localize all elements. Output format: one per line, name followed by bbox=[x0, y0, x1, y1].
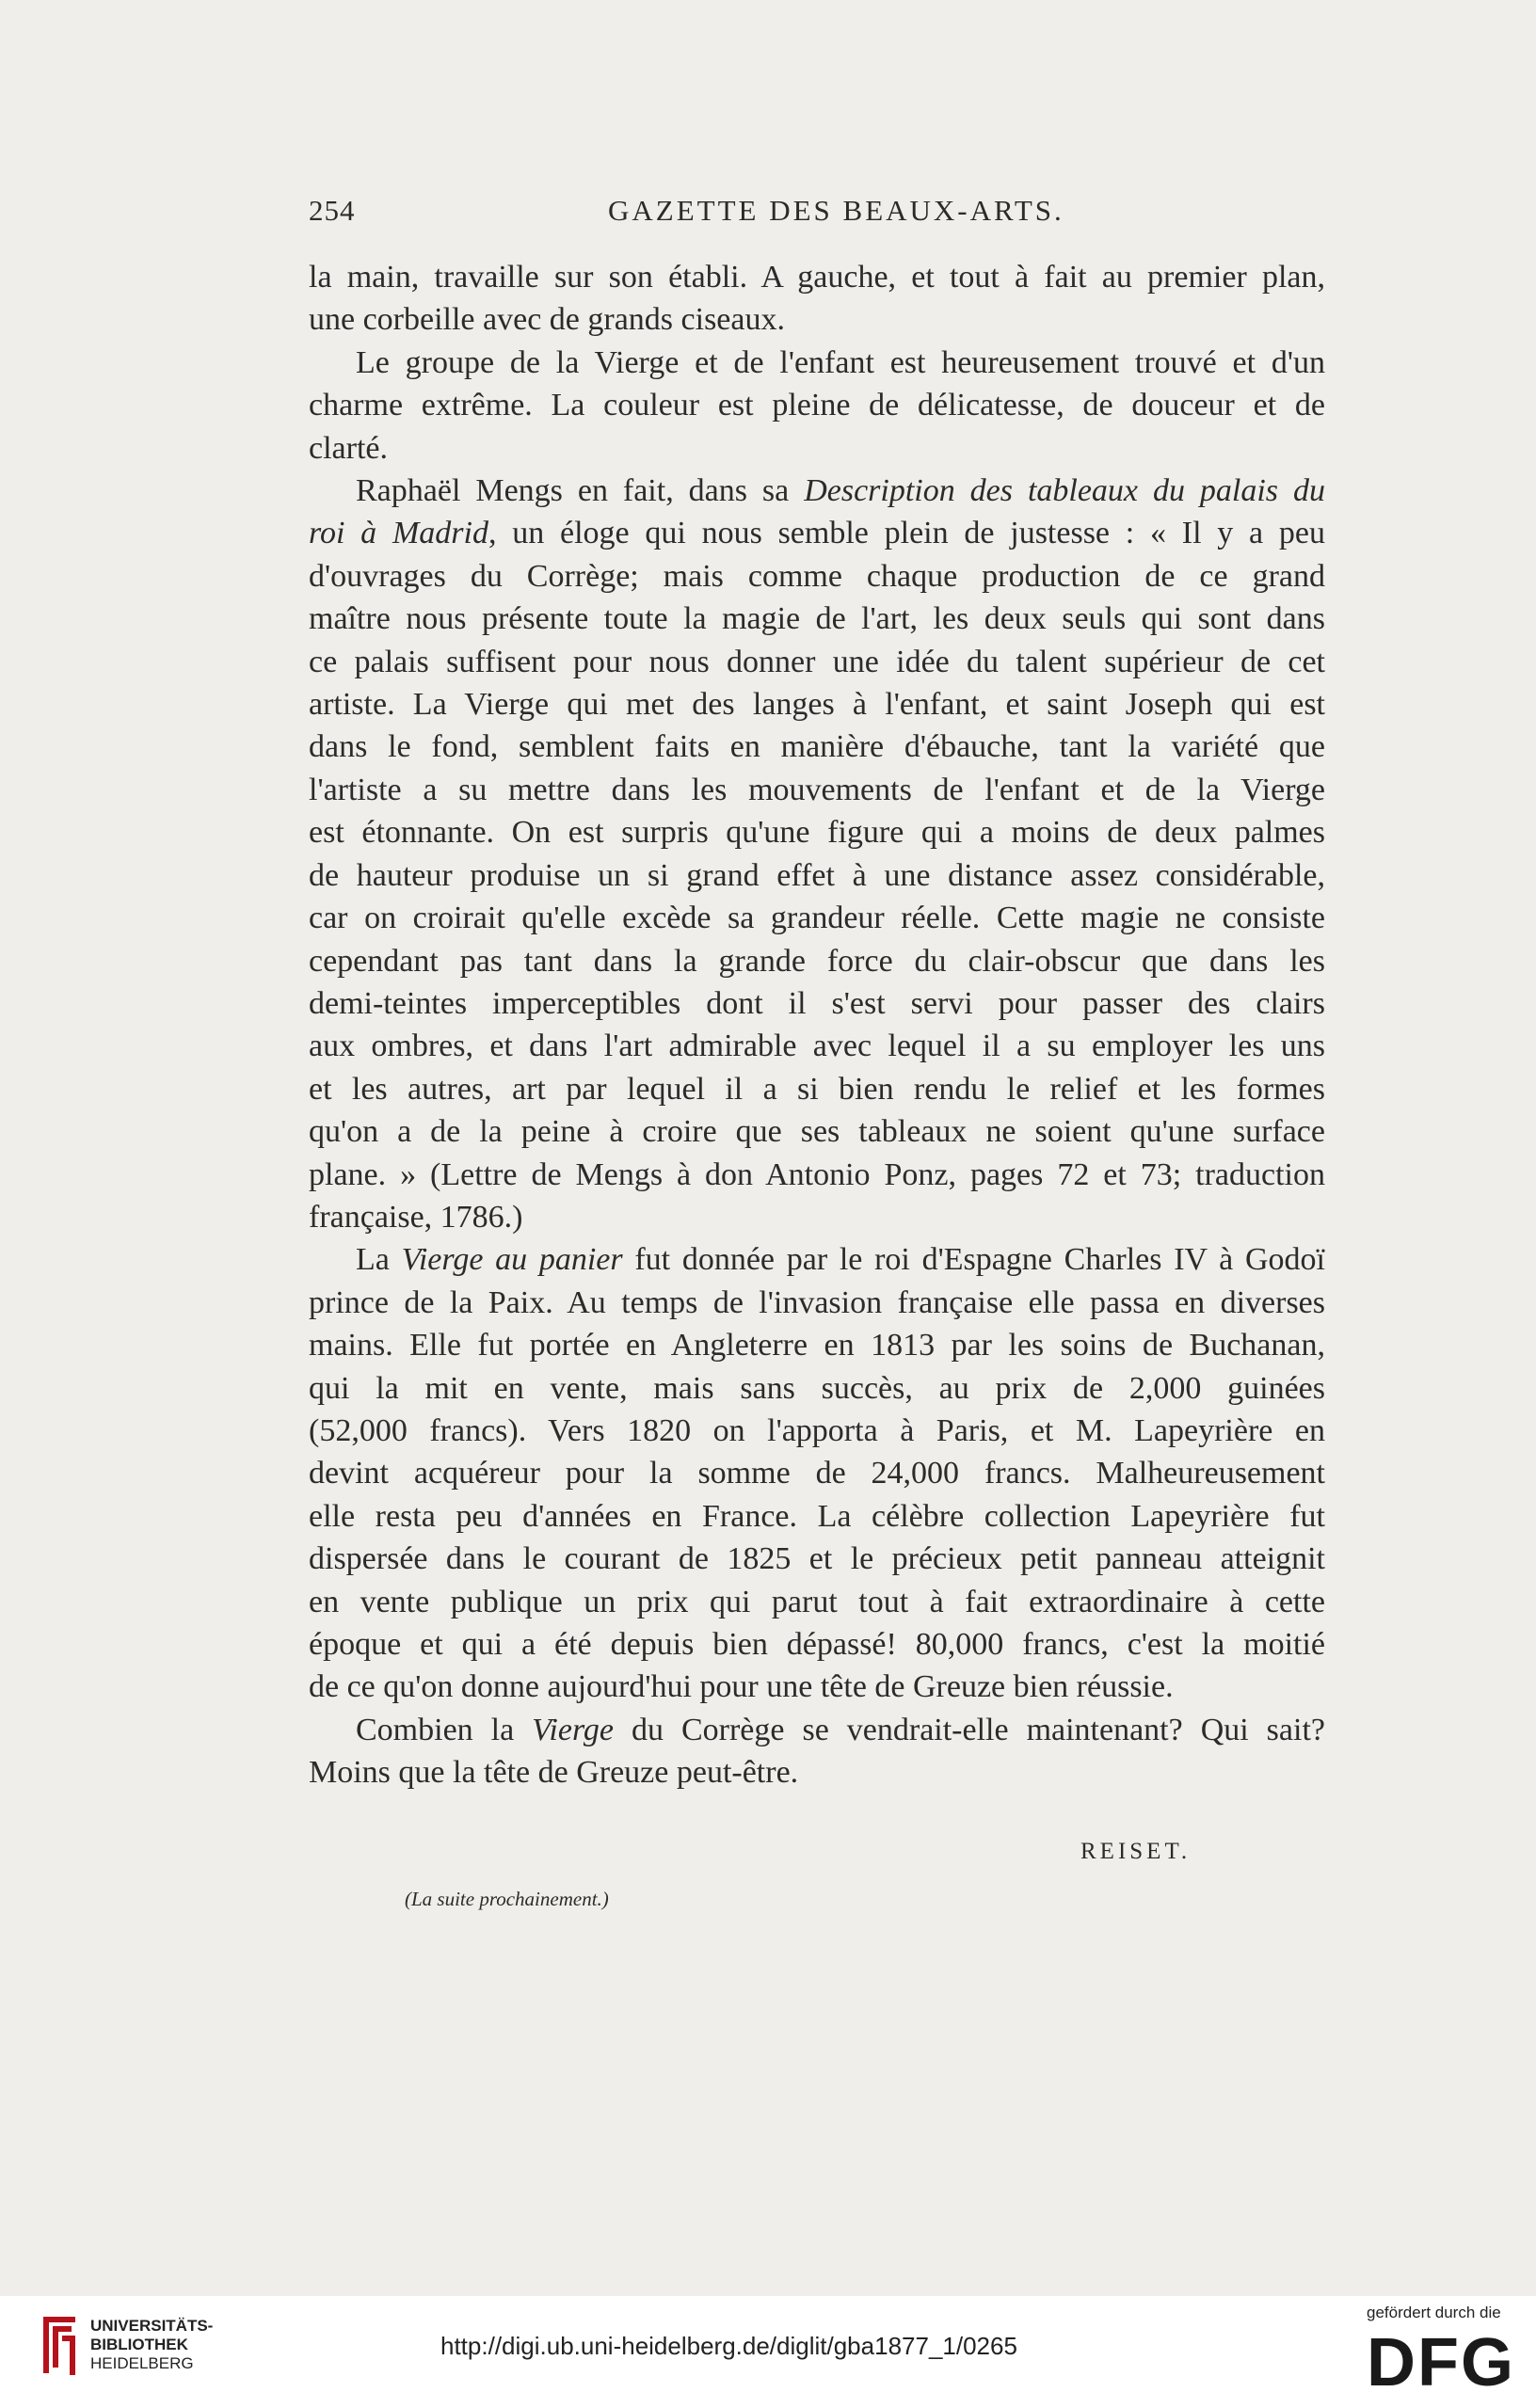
text-line: est étonnante. On est surpris qu'une figure qui a moins de deux palmes bbox=[309, 815, 1325, 851]
funding-caption: gefördert durch die bbox=[1367, 2304, 1501, 2321]
text-line bbox=[309, 512, 1325, 554]
text-line: qui la mit en vente, mais sans succès, au prix de 2,000 guinées bbox=[309, 1370, 1325, 1406]
paragraph bbox=[309, 342, 1325, 470]
institution-line: BIBLIOTHEK bbox=[90, 2336, 188, 2353]
text-line: de hauteur produise un si grand effet à une distance assez considérable, bbox=[309, 857, 1325, 893]
text-line: car on croirait qu'elle excède sa grandeur réelle. Cette magie ne consiste bbox=[309, 901, 1325, 936]
text-line: dans le fond, semblent faits en manière d'ébauche, tant la variété que bbox=[309, 729, 1325, 765]
text-run: du Corrège se vendrait-elle maintenant? Qui sait? bbox=[614, 1712, 1325, 1747]
paragraph bbox=[309, 1238, 1325, 1708]
text-line: une corbeille avec de grands ciseaux. bbox=[309, 302, 785, 338]
text-line: ce palais suffisent pour nous donner une idée du talent supérieur de cet bbox=[309, 644, 1325, 679]
text-line: maître nous présente toute la magie de l'art, les deux seuls qui sont dans bbox=[309, 601, 1325, 637]
text-line: l'artiste a su mettre dans les mouvements de l'enfant et de la Vierge bbox=[309, 772, 1325, 807]
running-head bbox=[309, 194, 1325, 235]
text-line bbox=[309, 1709, 1325, 1751]
text-line: Le groupe de la Vierge et de l'enfant est heureusement trouvé et d'un bbox=[356, 344, 1325, 380]
book-title: Description des tableaux du palais du bbox=[804, 473, 1325, 509]
text-line: elle resta peu d'années en France. La célèbre collection Lapeyrière fut bbox=[309, 1498, 1325, 1534]
text-line: et les autres, art par lequel il a si bien rendu le relief et les formes bbox=[309, 1071, 1325, 1107]
permalink-url[interactable]: http://digi.ub.uni-heidelberg.de/diglit/gba1877_1/0265 bbox=[440, 2332, 1017, 2360]
text-run: La bbox=[356, 1242, 402, 1278]
text-line: de ce qu'on donne aujourd'hui pour une tête de Greuze bien réussie. bbox=[309, 1669, 1174, 1705]
author-signature: REISET. bbox=[1080, 1839, 1192, 1864]
text-line: clarté. bbox=[309, 430, 388, 466]
text-run: Raphaël Mengs en fait, dans sa bbox=[356, 473, 805, 509]
text-line: mains. Elle fut portée en Angleterre en 1813 par les soins de Buchanan, bbox=[309, 1328, 1325, 1363]
text-line: cependant pas tant dans la grande force du clair-obscur que dans les bbox=[309, 943, 1325, 979]
text-line: dispersée dans le courant de 1825 et le précieux petit panneau atteignit bbox=[309, 1541, 1325, 1577]
article-body bbox=[309, 256, 1325, 1794]
journal-title: GAZETTE DES BEAUX-ARTS. bbox=[608, 194, 1064, 227]
paragraph bbox=[309, 1709, 1325, 1794]
page-number: 254 bbox=[309, 194, 356, 227]
paragraph bbox=[309, 256, 1325, 342]
text-run: fut donnée par le roi d'Espagne Charles IV à Godoï bbox=[622, 1242, 1325, 1278]
text-line bbox=[309, 1238, 1325, 1281]
text-line: aux ombres, et dans l'art admirable avec lequel il a su employer les uns bbox=[309, 1029, 1325, 1064]
text-line: (52,000 francs). Vers 1820 on l'apporta à Paris, et M. Lapeyrière en bbox=[309, 1412, 1325, 1448]
text-line: en vente publique un prix qui parut tout à fait extraordinaire à cette bbox=[309, 1584, 1325, 1619]
continuation-note: (La suite prochainement.) bbox=[405, 1888, 609, 1910]
text-line: la main, travaille sur son établi. A gauche, et tout à fait au premier plan, bbox=[309, 260, 1325, 295]
text-line: plane. » (Lettre de Mengs à don Antonio Ponz, pages 72 et 73; traduction bbox=[309, 1156, 1325, 1192]
painting-title: Vierge au panier bbox=[401, 1242, 623, 1278]
dfg-logo: DFG bbox=[1367, 2325, 1515, 2400]
text-line: prince de la Paix. Au temps de l'invasion française elle passa en diverses bbox=[309, 1284, 1325, 1320]
institution-line: UNIVERSITÄTS- bbox=[90, 2317, 214, 2335]
text-run: Combien la bbox=[356, 1712, 533, 1747]
text-line: française, 1786.) bbox=[309, 1199, 523, 1235]
text-line: Moins que la tête de Greuze peut-être. bbox=[309, 1755, 799, 1791]
book-title-cont: roi à Madrid bbox=[309, 516, 488, 551]
text-line: qu'on a de la peine à croire que ses tableaux ne soient qu'une surface bbox=[309, 1114, 1325, 1150]
text-line bbox=[309, 470, 1325, 512]
text-line: charme extrême. La couleur est pleine de délicatesse, de douceur et de bbox=[309, 388, 1325, 423]
paragraph bbox=[309, 470, 1325, 1238]
text-line: demi-teintes imperceptibles dont il s'est servi pour passer des clairs bbox=[309, 985, 1325, 1021]
text-line: d'ouvrages du Corrège; mais comme chaque production de ce grand bbox=[309, 558, 1325, 594]
painting-title: Vierge bbox=[532, 1712, 615, 1747]
text-line: époque et qui a été depuis bien dépassé! 80,000 francs, c'est la moitié bbox=[309, 1627, 1325, 1662]
text-line: devint acquéreur pour la somme de 24,000 francs. Malheureusement bbox=[309, 1456, 1325, 1491]
institution-line: HEIDELBERG bbox=[90, 2354, 194, 2372]
university-library-logo-icon bbox=[38, 2313, 81, 2379]
text-line: artiste. La Vierge qui met des langes à l'enfant, et saint Joseph qui est bbox=[309, 687, 1325, 723]
institution-name bbox=[90, 2317, 213, 2373]
text-run: , un éloge qui nous semble plein de justesse : « Il y a peu bbox=[488, 516, 1325, 551]
